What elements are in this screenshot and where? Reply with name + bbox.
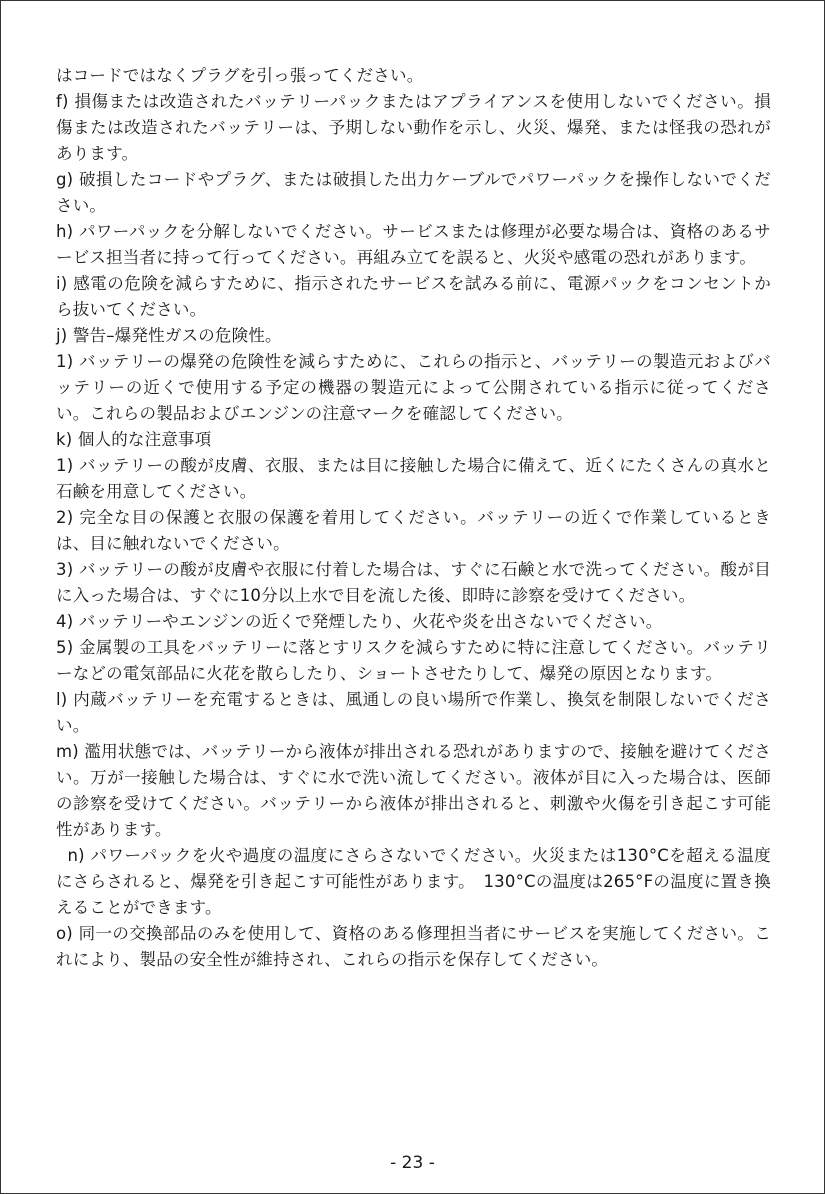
paragraph-k-4: 4) バッテリーやエンジンの近くで発煙したり、火花や炎を出さないでください。 bbox=[56, 612, 663, 631]
paragraph-k-2: 2) 完全な目の保護と衣服の保護を着用してください。バッテリーの近くで作業しているときは、目に触れないでください。 bbox=[56, 508, 771, 553]
paragraph-cord-plug: はコードではなくプラグを引っ張ってください。 bbox=[56, 66, 424, 85]
paragraph-n: n) パワーパックを火や過度の温度にさらさないでください。火災または130°Cを超える温度にさらされると、爆発を引き起こす可能性があります。 130°Cの温度は265°Fの温度に置き換えることができます。 bbox=[56, 846, 771, 917]
body-text bbox=[56, 63, 771, 973]
paragraph-k: k) 個人的な注意事項 bbox=[56, 430, 212, 449]
paragraph-o: o) 同一の交換部品のみを使用して、資格のある修理担当者にサービスを実施してください。これにより、製品の安全性が維持され、これらの指示を保存してください。 bbox=[56, 924, 771, 969]
paragraph-j: j) 警告–爆発性ガスの危険性。 bbox=[56, 326, 282, 345]
paragraph-g: g) 破損したコードやプラグ、または破損した出力ケーブルでパワーパックを操作しないでください。 bbox=[56, 170, 771, 215]
paragraph-i: i) 感電の危険を減らすために、指示されたサービスを試みる前に、電源パックをコンセントから抜いてください。 bbox=[56, 274, 771, 319]
paragraph-f: f) 損傷または改造されたバッテリーパックまたはアプライアンスを使用しないでください。損傷または改造されたバッテリーは、予期しない動作を示し、火災、爆発、または怪我の恐れがあります。 bbox=[56, 92, 771, 163]
paragraph-k-3: 3) バッテリーの酸が皮膚や衣服に付着した場合は、すぐに石鹸と水で洗ってください。酸が目に入った場合は、すぐに10分以上水で目を流した後、即時に診察を受けてください。 bbox=[56, 560, 771, 605]
paragraph-l: l) 内蔵バッテリーを充電するときは、風通しの良い場所で作業し、換気を制限しないでください。 bbox=[56, 690, 771, 735]
paragraph-k-1: 1) バッテリーの酸が皮膚、衣服、または目に接触した場合に備えて、近くにたくさんの真水と石鹸を用意してください。 bbox=[56, 456, 771, 501]
paragraph-m: m) 濫用状態では、バッテリーから液体が排出される恐れがありますので、接触を避けてください。万が一接触した場合は、すぐに水で洗い流してください。液体が目に入った場合は、医師の診察を受けてください。バッテリーから液体が排出されると、刺激や火傷を引き起こす可能性があります。 bbox=[56, 742, 771, 839]
paragraph-k-5: 5) 金属製の工具をバッテリーに落とすリスクを減らすために特に注意してください。バッテリーなどの電気部品に火花を散らしたり、ショートさせたりして、爆発の原因となります。 bbox=[56, 638, 771, 683]
paragraph-h: h) パワーパックを分解しないでください。サービスまたは修理が必要な場合は、資格のあるサービス担当者に持って行ってください。再組み立てを誤ると、火災や感電の恐れがあります。 bbox=[56, 222, 771, 267]
page-number: - 23 - bbox=[390, 1153, 435, 1173]
paragraph-j-1: 1) バッテリーの爆発の危険性を減らすために、これらの指示と、バッテリーの製造元およびバッテリーの近くで使用する予定の機器の製造元によって公開されている指示に従ってください。これらの製品およびエンジンの注意マークを確認してください。 bbox=[56, 352, 771, 423]
